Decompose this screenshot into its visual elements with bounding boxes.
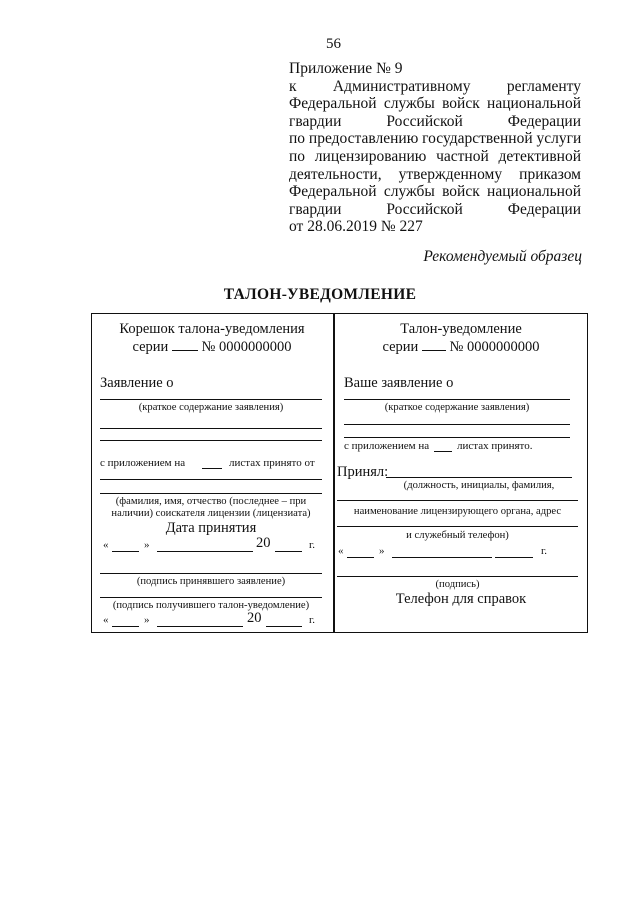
stub-content-line[interactable] (100, 428, 322, 429)
stub-content-line[interactable] (100, 440, 322, 441)
stub-attachment-suffix: листах принято от (229, 457, 315, 469)
notice-content-line[interactable] (344, 399, 570, 400)
notice-attachment-prefix: с приложением на (344, 440, 430, 452)
stub-accepted-sign-hint: (подпись принявшего заявление) (136, 576, 286, 587)
stub-content-hint: (краткое содержание заявления) (138, 402, 284, 413)
stub-date-quote-open: « (103, 539, 109, 551)
stub-accepted-sign-line[interactable] (100, 573, 322, 574)
notice-official-line[interactable] (386, 477, 572, 478)
stub-content-line[interactable] (100, 399, 322, 400)
stub-application-label: Заявление о (100, 375, 174, 391)
stub-issue-year-blank[interactable] (266, 625, 302, 627)
form-column-divider (333, 313, 335, 633)
annex-line: по предоставлению государственной услуги (289, 130, 582, 148)
notice-date-month-blank[interactable] (392, 556, 492, 558)
annex-line: по лицензированию частной детективной (289, 147, 581, 165)
stub-issue-day-blank[interactable] (112, 625, 139, 627)
page-number: 56 (326, 36, 341, 52)
stub-receiver-sign-hint: (подпись получившего талон-уведомление) (112, 600, 310, 611)
notice-date-year-blank[interactable] (495, 556, 533, 558)
stub-number: № 0000000000 (201, 339, 292, 355)
annex-line: деятельности, утвержденному приказом (289, 165, 581, 183)
notice-attachment-suffix: листах принято. (457, 440, 533, 452)
stub-issue-quote-open: « (103, 614, 109, 626)
notice-content-hint: (краткое содержание заявления) (384, 402, 530, 413)
notice-date-quote-close: » (379, 545, 385, 557)
notice-date-quote-open: « (338, 545, 344, 557)
annex-line: гвардии Российской Федерации (289, 112, 581, 130)
stub-issue-quote-close: » (144, 614, 150, 626)
stub-heading: Корешок талона-уведомления (119, 321, 305, 337)
annex-line: Приложение № 9 (289, 60, 403, 77)
stub-series-blank[interactable] (172, 349, 198, 351)
annex-line: гвардии Российской Федерации (289, 200, 581, 218)
notice-application-label: Ваше заявление о (344, 375, 454, 391)
stub-sheets-blank[interactable] (202, 467, 222, 469)
stub-issue-year-prefix: 20 (247, 610, 262, 626)
annex-line: от 28.06.2019 № 227 (289, 218, 423, 236)
stub-issue-month-blank[interactable] (157, 625, 243, 627)
stub-applicant-line[interactable] (100, 479, 322, 480)
form-title: ТАЛОН-УВЕДОМЛЕНИЕ (223, 286, 417, 303)
notice-sign-hint: (подпись) (435, 579, 480, 590)
annex-line: Федеральной службы войск национальной (289, 95, 581, 113)
notice-series-row (336, 339, 586, 356)
notice-accepted-label: Принял: (337, 464, 389, 480)
notice-phone-label: Телефон для справок (395, 591, 527, 607)
stub-date-month-blank[interactable] (157, 550, 253, 552)
notice-official-line[interactable] (337, 526, 578, 527)
notice-official-line[interactable] (337, 500, 578, 501)
annex-line: Федеральной службы войск национальной (289, 183, 581, 201)
notice-official-hint-1: (должность, инициалы, фамилия, (403, 480, 555, 491)
stub-date-year-blank[interactable] (275, 550, 302, 552)
notice-official-hint-3: и служебный телефон) (406, 530, 509, 541)
stub-date-day-blank[interactable] (112, 550, 139, 552)
recommended-sample-label: Рекомендуемый образец (423, 248, 582, 265)
stub-series-row (93, 339, 331, 356)
notice-series-blank[interactable] (422, 349, 446, 351)
notice-date-day-blank[interactable] (347, 556, 374, 558)
notice-heading: Талон-уведомление (400, 321, 522, 337)
stub-attachment-prefix: с приложением на (100, 457, 186, 469)
annex-reference-block (289, 60, 581, 236)
stub-applicant-line[interactable] (100, 493, 322, 494)
stub-issue-year-suffix: г. (309, 614, 316, 626)
notice-sign-line[interactable] (337, 576, 578, 577)
notice-official-hint-2: наименование лицензирующего органа, адрес (353, 506, 562, 517)
notice-content-line[interactable] (344, 437, 570, 438)
notice-sheets-blank[interactable] (434, 450, 452, 452)
stub-applicant-hint-1: (фамилия, имя, отчество (последнее – при (115, 496, 307, 507)
notice-date-year-suffix: г. (541, 545, 548, 557)
stub-date-year-prefix: 20 (256, 535, 271, 551)
stub-series-label: серии (132, 339, 169, 355)
annex-line: к Административному регламенту (289, 77, 581, 95)
stub-date-year-suffix: г. (309, 539, 316, 551)
notice-series-label: серии (382, 339, 419, 355)
notice-content-line[interactable] (344, 424, 570, 425)
stub-applicant-hint-2: наличии) соискателя лицензии (лицензиата) (111, 508, 311, 519)
stub-date-quote-close: » (144, 539, 150, 551)
stub-receiver-sign-line[interactable] (100, 597, 322, 598)
stub-date-label: Дата принятия (165, 520, 257, 536)
notice-number: № 0000000000 (449, 339, 540, 355)
